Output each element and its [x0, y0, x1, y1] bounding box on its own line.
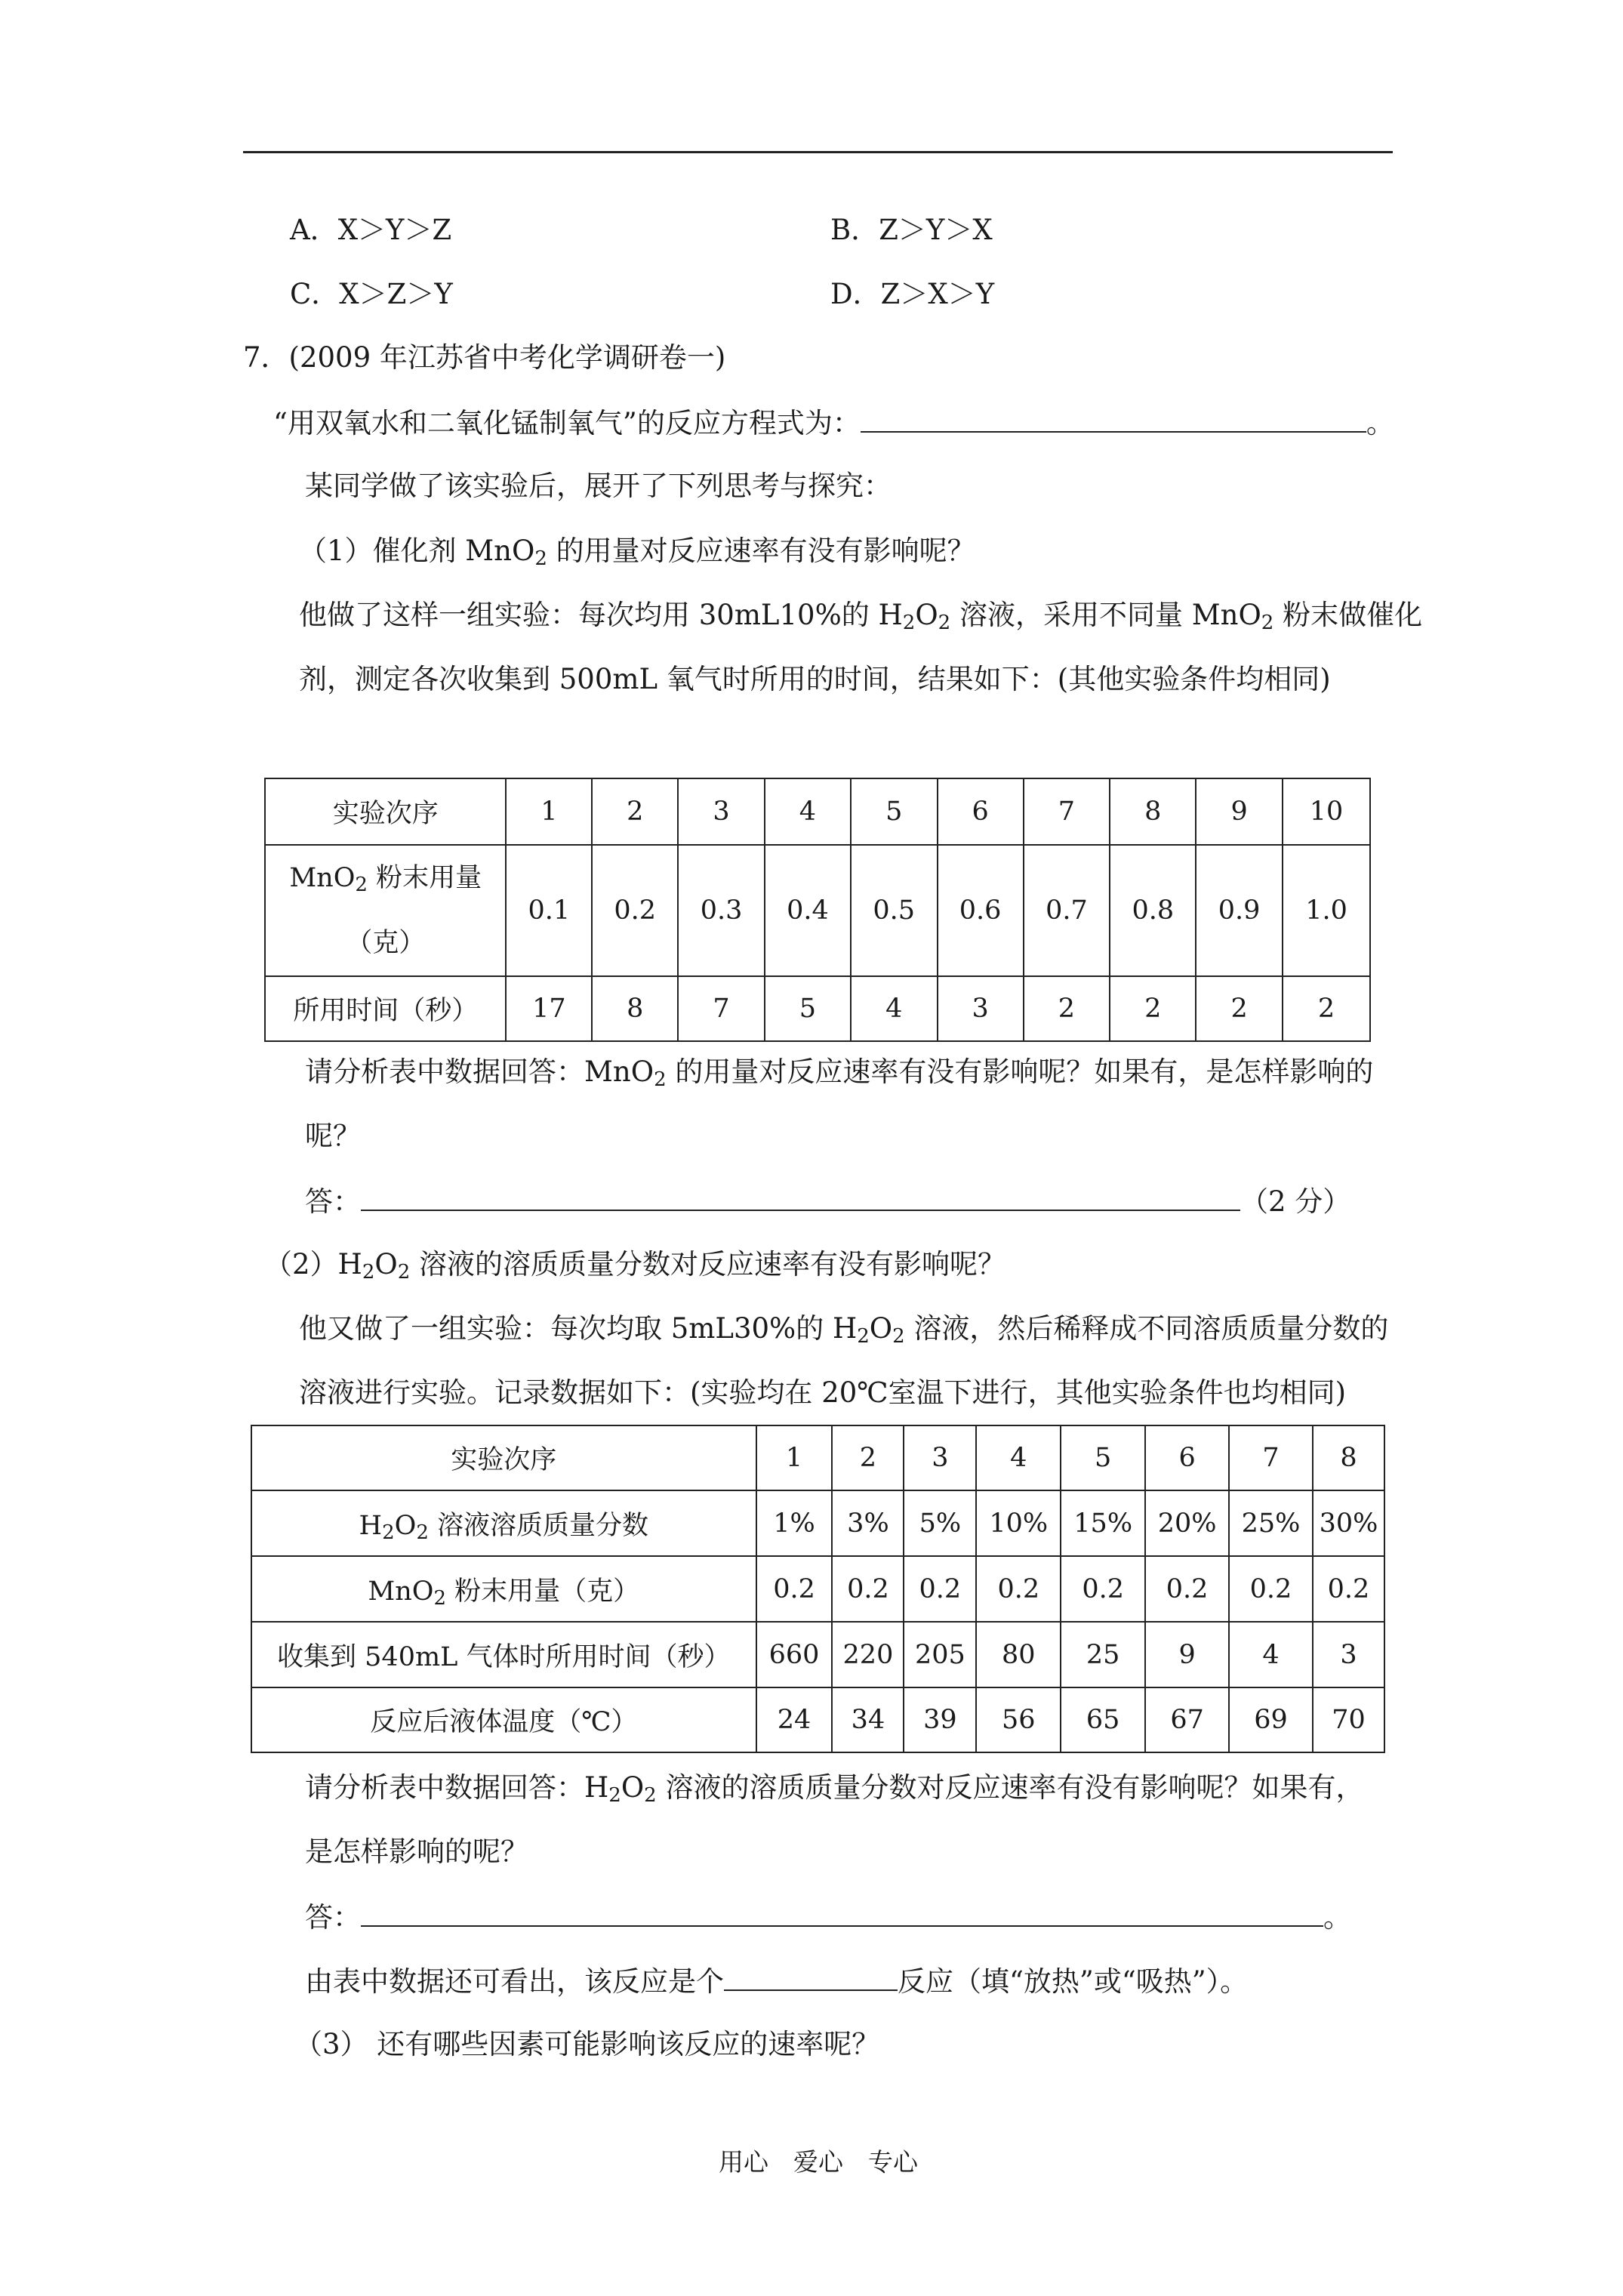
- table-cell: 0.7: [1024, 845, 1110, 976]
- table-header-cell: 1: [756, 1425, 833, 1490]
- table-cell: 10%: [976, 1490, 1061, 1556]
- table-cell: 0.2: [1145, 1556, 1229, 1622]
- table-cell: 0.6: [938, 845, 1024, 976]
- table-row-label: 收集到 540mL 气体时所用时间（秒）: [251, 1622, 756, 1687]
- part2-question-text-c: 溶液的溶质质量分数对反应速率有没有影响呢？: [419, 1248, 1006, 1281]
- desc2-text-b: O: [869, 1312, 893, 1345]
- part2-extra-line: [305, 1964, 1248, 1999]
- part1-ask-line-2: 呢？: [305, 1120, 361, 1152]
- answer-label: 答：: [305, 1185, 361, 1218]
- table-cell: 1%: [756, 1490, 833, 1556]
- part2-question: [264, 1248, 1006, 1284]
- table-header-cell: 5: [1061, 1425, 1145, 1490]
- table-cell: 2: [1024, 976, 1110, 1041]
- table-cell: 0.3: [678, 845, 765, 976]
- subscript: 2: [938, 612, 951, 634]
- table-cell: 220: [832, 1622, 904, 1687]
- table-cell: 5: [765, 976, 851, 1041]
- part2-description-line-2: 溶液进行实验。记录数据如下：(实验均在 20℃室温下进行，其他实验条件也均相同): [299, 1376, 1347, 1409]
- table-2: [251, 1425, 1385, 1753]
- desc-text-a: 他做了这样一组实验：每次均用 30mL10%的 H: [299, 599, 903, 631]
- table-cell: 80: [976, 1622, 1061, 1687]
- table-cell: 0.4: [765, 845, 851, 976]
- table-header-cell: 3: [904, 1425, 976, 1490]
- table-cell: 8: [592, 976, 678, 1041]
- intro-end: 。: [1366, 407, 1394, 439]
- subscript: 2: [902, 612, 916, 634]
- header-rule: [243, 151, 1393, 153]
- table-cell: 0.8: [1110, 845, 1196, 976]
- subscript: 2: [644, 1784, 657, 1807]
- table-cell: 3%: [832, 1490, 904, 1556]
- desc-text-b: O: [915, 599, 938, 631]
- score-label: （2 分）: [1240, 1185, 1351, 1218]
- paragraph-1: 某同学做了该实验后，展开了下列思考与探究：: [305, 470, 892, 502]
- table-cell: 70: [1313, 1687, 1384, 1752]
- intro-line: [273, 405, 1394, 440]
- table-cell: 25%: [1229, 1490, 1313, 1556]
- table-header-cell: 2: [832, 1425, 904, 1490]
- table-row: [265, 778, 1370, 845]
- table-cell: 39: [904, 1687, 976, 1752]
- table-cell: 9: [1145, 1622, 1229, 1687]
- desc-text-d: 粉末做催化: [1283, 599, 1423, 631]
- table-cell: 56: [976, 1687, 1061, 1752]
- table-cell: 20%: [1145, 1490, 1229, 1556]
- table-row: [251, 1687, 1384, 1752]
- part1-answer-line: [305, 1184, 1350, 1219]
- label-part: 溶液溶质质量分数: [437, 1510, 649, 1541]
- option-c: C．X＞Z＞Y: [290, 278, 453, 310]
- table-cell: 7: [678, 976, 765, 1041]
- part3-question: （3） 还有哪些因素可能影响该反应的速率呢？: [294, 2028, 880, 2060]
- table-cell: 0.2: [976, 1556, 1061, 1622]
- table-header-cell: 7: [1229, 1425, 1313, 1490]
- table-cell: 0.2: [1313, 1556, 1384, 1622]
- table-row: [251, 1556, 1384, 1622]
- page-footer: 用心 爱心 专心: [719, 2147, 918, 2177]
- ask2-text-b: O: [621, 1771, 645, 1804]
- table-row: [251, 1490, 1384, 1556]
- table-header-cell: 实验次序: [251, 1425, 756, 1490]
- equation-answer-blank[interactable]: [861, 405, 1366, 433]
- part2-description-line-1: [299, 1312, 1389, 1348]
- table-cell: 4: [851, 976, 938, 1041]
- part1-description-line-2: 剂，测定各次收集到 500mL 氧气时所用的时间，结果如下：(其他实验条件均相同): [299, 663, 1331, 695]
- table-cell: 0.2: [832, 1556, 904, 1622]
- subscript: 2: [433, 1586, 447, 1610]
- label-part: （克）: [346, 928, 426, 958]
- table-cell: 0.5: [851, 845, 938, 976]
- table-row: [251, 1622, 1384, 1687]
- option-a: A．X＞Y＞Z: [290, 214, 452, 246]
- table-row: [251, 1425, 1384, 1490]
- table-header-cell: 9: [1196, 778, 1283, 845]
- question-heading: 7．(2009 年江苏省中考化学调研卷一): [243, 341, 726, 374]
- table-cell: 205: [904, 1622, 976, 1687]
- table-cell: 15%: [1061, 1490, 1145, 1556]
- table-cell: 30%: [1313, 1490, 1384, 1556]
- subscript: 2: [534, 547, 547, 570]
- subscript: 2: [654, 1068, 667, 1091]
- ask2-text-c: 溶液的溶质质量分数对反应速率有没有影响呢？如果有，: [665, 1771, 1364, 1804]
- intro-text: “用双氧水和二氧化锰制氧气”的反应方程式为：: [273, 407, 861, 439]
- part2-question-text-a: （2）H: [264, 1248, 362, 1281]
- label-part: 粉末用量（克）: [454, 1576, 640, 1607]
- subscript: 2: [397, 1261, 411, 1284]
- label-part: H: [359, 1510, 383, 1541]
- table-row-label: [265, 845, 506, 976]
- table-header-cell: 8: [1313, 1425, 1384, 1490]
- table-row: [265, 845, 1370, 976]
- ask2-text-a: 请分析表中数据回答：H: [305, 1771, 609, 1804]
- part2-ask-line-1: [305, 1771, 1364, 1807]
- label-part: O: [394, 1510, 417, 1541]
- table-cell: 17: [506, 976, 592, 1041]
- ask-text-b: 的用量对反应速率有没有影响呢？如果有，是怎样影响的: [675, 1056, 1374, 1088]
- extra-text-a: 由表中数据还可看出，该反应是个: [305, 1965, 724, 1998]
- table-cell: 1.0: [1283, 845, 1370, 976]
- table-header-cell: 7: [1024, 778, 1110, 845]
- table-header-cell: 4: [976, 1425, 1061, 1490]
- table-cell: 3: [1313, 1622, 1384, 1687]
- subscript: 2: [382, 1521, 395, 1544]
- subscript: 2: [892, 1325, 905, 1348]
- label-part: MnO: [289, 863, 356, 893]
- table-row: [265, 976, 1370, 1041]
- subscript: 2: [416, 1521, 429, 1544]
- table-cell: 0.2: [904, 1556, 976, 1622]
- desc2-text-c: 溶液，然后稀释成不同溶质质量分数的: [913, 1312, 1389, 1345]
- table-row-label: 反应后液体温度（℃）: [251, 1687, 756, 1752]
- answer-label: 答：: [305, 1901, 361, 1934]
- table-header-cell: 4: [765, 778, 851, 845]
- table-row-label: 所用时间（秒）: [265, 976, 506, 1041]
- table-cell: 0.2: [592, 845, 678, 976]
- table-cell: 69: [1229, 1687, 1313, 1752]
- subscript: 2: [362, 1261, 375, 1284]
- ask-text-a: 请分析表中数据回答：MnO: [305, 1056, 654, 1088]
- subscript: 2: [1261, 612, 1274, 634]
- extra-text-b: 反应（填“放热”或“吸热”）。: [898, 1965, 1249, 1998]
- part1-question-text-a: （1）催化剂 MnO: [299, 535, 535, 567]
- label-part: MnO: [368, 1576, 434, 1607]
- option-b: B．Z＞Y＞X: [830, 214, 993, 246]
- table-cell: 25: [1061, 1622, 1145, 1687]
- table-cell: 67: [1145, 1687, 1229, 1752]
- table-header-cell: 6: [1145, 1425, 1229, 1490]
- table-1: [264, 778, 1371, 1042]
- table-header-cell: 6: [938, 778, 1024, 845]
- part2-ask-line-2: 是怎样影响的呢？: [305, 1835, 528, 1868]
- table-cell: 24: [756, 1687, 833, 1752]
- table-header-cell: 10: [1283, 778, 1370, 845]
- label-part: 粉末用量: [376, 863, 482, 893]
- table-cell: 34: [832, 1687, 904, 1752]
- table-cell: 660: [756, 1622, 833, 1687]
- table-cell: 0.2: [756, 1556, 833, 1622]
- part2-question-text-b: O: [374, 1248, 398, 1281]
- table-cell: 5%: [904, 1490, 976, 1556]
- table-header-cell: 3: [678, 778, 765, 845]
- table-cell: 65: [1061, 1687, 1145, 1752]
- table-cell: 3: [938, 976, 1024, 1041]
- desc2-text-a: 他又做了一组实验：每次均取 5mL30%的 H: [299, 1312, 858, 1345]
- table-cell: 2: [1283, 976, 1370, 1041]
- table-header-cell: 8: [1110, 778, 1196, 845]
- subscript: 2: [857, 1325, 870, 1348]
- part1-question: [299, 535, 975, 568]
- table-cell: 2: [1196, 976, 1283, 1041]
- table-row-label: [251, 1556, 756, 1622]
- table-header-cell: 5: [851, 778, 938, 845]
- table-header-cell: 2: [592, 778, 678, 845]
- option-d: D．Z＞X＞Y: [830, 278, 995, 310]
- table-header-cell: 1: [506, 778, 592, 845]
- part1-question-text-b: 的用量对反应速率有没有影响呢？: [556, 535, 975, 567]
- answer-blank[interactable]: [361, 1900, 1323, 1927]
- table-row-label: [251, 1490, 756, 1556]
- answer-end: 。: [1323, 1901, 1351, 1934]
- table-header-cell: 实验次序: [265, 778, 506, 845]
- table-cell: 0.2: [1061, 1556, 1145, 1622]
- desc-text-c: 溶液，采用不同量 MnO: [959, 599, 1261, 631]
- table-cell: 0.9: [1196, 845, 1283, 976]
- subscript: 2: [355, 874, 368, 896]
- answer-blank[interactable]: [361, 1184, 1240, 1211]
- table-cell: 0.1: [506, 845, 592, 976]
- subscript: 2: [608, 1784, 621, 1807]
- part2-answer-line: [305, 1900, 1351, 1934]
- table-cell: 2: [1110, 976, 1196, 1041]
- part1-ask-line-1: [305, 1056, 1373, 1089]
- table-cell: 4: [1229, 1622, 1313, 1687]
- reaction-type-blank[interactable]: [724, 1964, 898, 1991]
- table-cell: 0.2: [1229, 1556, 1313, 1622]
- part1-description-line-1: [299, 599, 1422, 632]
